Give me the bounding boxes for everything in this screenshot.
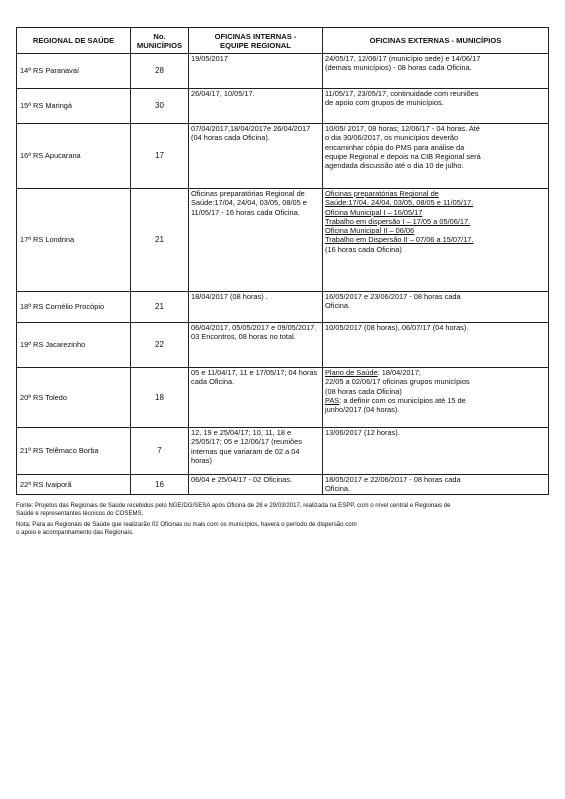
externas-line: 11/05/17, 23/05/17, continuidade com reuniões (325, 89, 479, 98)
externas-line: (08 horas cada Oficina) (325, 386, 402, 396)
cell-oficinas-internas (189, 189, 323, 292)
internas-line: 06/04/2017, 05/05/2017 e 09/05/2017. (191, 323, 317, 332)
cell-oficinas-externas (323, 89, 549, 124)
externas-line: Oficina Municipal II – 06/06 (325, 226, 415, 236)
internas-line: horas) (191, 455, 212, 465)
internas-line: internas que variaram de 02 a 04 (191, 446, 300, 456)
header-num-line2: MUNICÍPIOS (136, 40, 183, 50)
table-row (17, 54, 549, 89)
cell-num-municipios: 18 (131, 368, 189, 428)
cell-num-municipios: 28 (131, 54, 189, 89)
externas-line: Oficina. (325, 301, 351, 311)
externas-line: equipe Regional e depois na CIB Regional será (325, 151, 481, 161)
cell-regional: 17ª RS Londrina (17, 189, 131, 292)
externas-line: Oficinas preparatórias Regional de (325, 189, 439, 198)
externas-line: (16 horas cada Oficina) (325, 244, 402, 254)
externas-line: encaminhar cópia do PMS para análise da (325, 142, 465, 152)
footer-fonte-line2: Saúde e representantes técnicos do COSEMS. (16, 510, 144, 517)
cell-oficinas-externas (323, 292, 549, 323)
externas-line: PAS: a definir com os municípios até 15 de (325, 395, 466, 405)
cell-oficinas-externas (323, 475, 549, 495)
internas-line: 07/04/2017,18/04/2017e 26/04/2017 (191, 124, 311, 133)
cell-num-municipios: 22 (131, 323, 189, 368)
externas-line: Plano de Saúde: 18/04/2017; (325, 368, 421, 377)
cell-oficinas-internas (189, 428, 323, 475)
cell-num-municipios: 16 (131, 475, 189, 495)
footer-nota (16, 521, 548, 537)
cell-num-municipios: 30 (131, 89, 189, 124)
internas-line: 18/04/2017 (08 horas) . (191, 292, 268, 301)
cell-regional: 16ª RS Apucarana (17, 124, 131, 189)
externas-line: 24/05/17, 12/06/17 (município sede) e 14/06/17 (325, 54, 481, 63)
footer-fonte (16, 502, 548, 518)
header-internas-line2: EQUIPE REGIONAL (220, 40, 291, 50)
header-oficinas-externas: OFICINAS EXTERNAS - MUNICÍPIOS (323, 28, 549, 54)
internas-line: 11/05/17 - 16 horas cada Oficina. (191, 207, 300, 217)
table-row (17, 368, 549, 428)
externas-line: Trabalho em Dispersão II – 07/06 a 15/07/17. (325, 235, 474, 245)
table-row (17, 428, 549, 475)
cell-oficinas-internas (189, 89, 323, 124)
footer-fonte-line1: Fonte: Projetos das Regionais de Saúde recebidos pelo NGE/DG/SESA após Oficina de 28 e 29/03/2017, realizada na ESPP, com o nível central e Regionais de (16, 502, 451, 509)
cell-regional: 22ª RS Ivaiporã (17, 475, 131, 495)
cell-oficinas-internas (189, 124, 323, 189)
footer-nota-line1: Nota: Para as Regionais de Saúde que realizarão 02 Oficinas ou mais com os municípios, haverá o período de dispersão com (16, 521, 357, 528)
internas-line: Saúde:17/04, 24/04, 03/05, 08/05 e (191, 198, 307, 208)
externas-line: o dia 30/06/2017, os municípios deverão (325, 133, 459, 143)
cell-oficinas-externas (323, 189, 549, 292)
cell-oficinas-externas (323, 124, 549, 189)
cell-oficinas-internas (189, 323, 323, 368)
internas-line: 05 e 11/04/17, 11 e 17/05/17; 04 horas (191, 368, 318, 377)
externas-line: (demais municípios) - 08 horas cada Oficina. (325, 63, 472, 73)
internas-line: 06/04 e 25/04/17 - 02 Oficinas. (191, 475, 293, 484)
header-regional: REGIONAL DE SAÚDE (17, 28, 131, 54)
cell-regional: 21ª RS Telêmaco Borba (17, 428, 131, 475)
cell-oficinas-internas (189, 54, 323, 89)
cell-regional: 14ª RS Paranavaí (17, 54, 131, 89)
table-row (17, 89, 549, 124)
externas-line: Oficina. (325, 484, 351, 494)
externas-line: Trabalho em dispersão I – 17/05 a 05/06/17. (325, 216, 471, 226)
cell-regional: 20ª RS Toledo (17, 368, 131, 428)
header-row (17, 28, 549, 54)
table-row (17, 323, 549, 368)
header-internas-line1: OFICINAS INTERNAS - (214, 31, 297, 41)
table-row (17, 189, 549, 292)
cell-oficinas-externas (323, 368, 549, 428)
cell-num-municipios: 7 (131, 428, 189, 475)
cell-num-municipios: 21 (131, 189, 189, 292)
header-oficinas-internas (189, 28, 323, 54)
cell-num-municipios: 17 (131, 124, 189, 189)
oficinas-table (16, 27, 549, 495)
cell-oficinas-internas (189, 475, 323, 495)
externas-line: 10/05/ 2017, 08 horas; 12/06/17 - 04 horas. Até (325, 124, 480, 133)
internas-line: 25/05/17; 05 e 12/06/17 (reuniões (191, 437, 302, 447)
externas-line: 16/05/2017 e 23/06/2017 - 08 horas cada (325, 292, 461, 301)
internas-line: 03 Encontros, 08 horas no total. (191, 332, 296, 342)
cell-oficinas-externas (323, 54, 549, 89)
footer-nota-line2: o apoio e acompanhamento das Regionais. (16, 529, 134, 536)
externas-line: agendada discussão até o dia 10 de julho. (325, 161, 464, 171)
externas-line: 22/05 a 02/06/17 oficinas grupos municípios (325, 377, 470, 387)
internas-line: cada Oficina. (191, 377, 235, 387)
cell-num-municipios: 21 (131, 292, 189, 323)
externas-line: Oficina Municipal I – 16/05/17 (325, 207, 423, 217)
table-row (17, 124, 549, 189)
header-num-line1: No. (153, 31, 166, 41)
internas-line: 19/05/2017 (191, 54, 228, 63)
table-row (17, 292, 549, 323)
header-num-municipios (131, 28, 189, 54)
externas-line: junho/2017 (04 horas). (325, 405, 400, 415)
cell-oficinas-externas (323, 323, 549, 368)
externas-line: 18/05/2017 e 22/06/2017 - 08 horas cada (325, 475, 461, 484)
cell-oficinas-internas (189, 292, 323, 323)
externas-line: 13/06/2017 (12 horas). (325, 428, 400, 437)
cell-oficinas-internas (189, 368, 323, 428)
internas-line: Oficinas preparatórias Regional de (191, 189, 305, 198)
table-row (17, 475, 549, 495)
cell-regional: 18ª RS Cornélio Procópio (17, 292, 131, 323)
externas-line: Saúde:17/04, 24/04, 03/05, 08/05 e 11/05/17. (325, 198, 474, 208)
cell-oficinas-externas (323, 428, 549, 475)
cell-regional: 15ª RS Maringá (17, 89, 131, 124)
internas-line: (04 horas cada Oficina). (191, 133, 270, 143)
externas-line: de apoio com grupos de municípios. (325, 98, 444, 108)
internas-line: 12, 19 e 25/04/17; 10, 11, 18 e (191, 428, 292, 437)
cell-regional: 19ª RS Jacarezinho (17, 323, 131, 368)
externas-line: 10/05/2017 (08 horas), 06/07/17 (04 horas). (325, 323, 469, 332)
internas-line: 26/04/17, 10/05/17. (191, 89, 255, 98)
